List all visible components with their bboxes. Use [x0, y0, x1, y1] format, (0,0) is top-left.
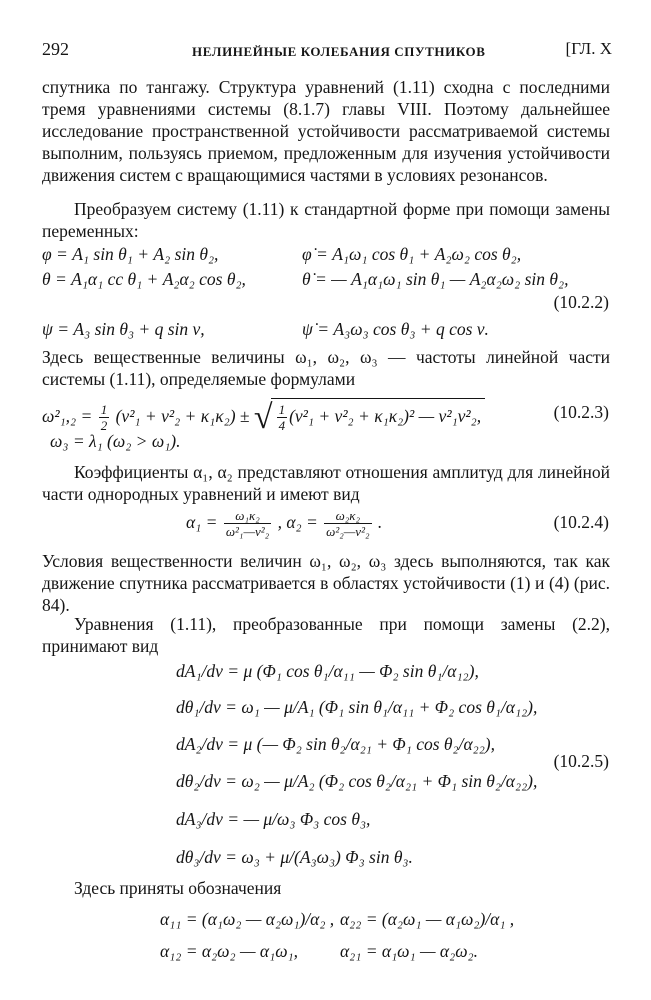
- paragraph-3: Здесь вещественные величины ω₁, ω₂, ω₃ — частоты линейной части системы (1.11), определяемые формулами: [42, 347, 610, 389]
- paragraph-5: Условия вещественности величин ω₁, ω₂, ω₃ здесь выполняются, так как движение спутника рассматривается в областях устойчивости (1) и (4) (рис. 84).: [42, 551, 610, 615]
- paragraph-6: Уравнения (1.11), преобразованные при помощи замены (2.2), принимают вид: [42, 614, 610, 656]
- eq-system-5: dA₃/dν = — μ/ω₃ Φ₃ cos θ₃,: [176, 809, 371, 829]
- paragraph-4: Коэффициенты α₁, α₂ представляют отношения амплитуд для линейной части однородных уравнений и имеют вид: [42, 462, 610, 504]
- eq-number-10-2-3: (10.2.3): [553, 402, 609, 422]
- fraction-quarter: $\frac{1}{4}$: [278, 402, 286, 434]
- eq-alpha11: α₁₁ = (α₁ω₂ — α₂ω₁)/α₂ ,: [160, 909, 335, 929]
- alpha1-lhs: α₁ =: [186, 512, 218, 532]
- alpha1-fraction: $\frac{\text{ω₁κ₂}}{\text{ω²₁—ν²₂}}$: [225, 508, 270, 540]
- eq-theta: θ = A₁α₁ cc θ₁ + A₂α₂ cos θ₂,: [42, 269, 246, 289]
- eq-psi-dot: ψ̇ = A₃ω₃ cos θ₃ + q cos ν.: [302, 319, 489, 339]
- eq-number-10-2-5: (10.2.5): [553, 751, 609, 771]
- alpha2-fraction: $\frac{\text{ω₂κ₂}}{\text{ω²₂—ν²₂}}$: [326, 508, 370, 540]
- eq-phi-dot: φ̇ = A₁ω₁ cos θ₁ + A₂ω₂ cos θ₂,: [302, 244, 522, 264]
- sqrt-sign-icon: √: [253, 398, 273, 436]
- eq-alpha22: α₂₂ = (α₂ω₁ — α₁ω₂)/α₁ ,: [340, 909, 515, 929]
- eq-system-6: dθ₃/dν = ω₃ + μ/(A₃ω₃) Φ₃ sin θ₃.: [176, 847, 413, 867]
- paragraph-7: Здесь приняты обозначения: [74, 878, 282, 898]
- eq-alpha12: α₁₂ = α₂ω₂ — α₁ω₁,: [160, 941, 299, 961]
- alpha2-lhs: , α₂ =: [277, 512, 318, 532]
- eq-number-10-2-4: (10.2.4): [553, 512, 609, 532]
- eq-omega-formula: [42, 398, 485, 436]
- eq-psi: ψ = A₃ sin θ₃ + q sin ν,: [42, 319, 205, 339]
- fraction-half: $\frac{1}{2}$: [100, 402, 108, 434]
- omega-lhs: ω²₁,₂ =: [42, 406, 93, 426]
- eq-number-10-2-2: (10.2.2): [553, 292, 609, 312]
- eq-system-2: dθ₁/dν = ω₁ — μ/A₁ (Φ₁ sin θ₁/α₁₁ + Φ₂ cos θ₁/α₁₂),: [176, 697, 538, 717]
- paragraph-2: Преобразуем систему (1.11) к стандартной форме при помощи замены переменных:: [42, 199, 610, 241]
- page-header: [42, 38, 612, 62]
- eq-omega3: ω₃ = λ₁ (ω₂ > ω₁).: [50, 431, 181, 451]
- paragraph-1: спутника по тангажу. Структура уравнений (1.11) сходна с последними тремя уравнениями системы (8.1.7) главы VIII. Поэтому дальнейшее исследование пространственной устойчивости рассматриваемой системы выполним, пользуясь приемом, предложенным для изучения устойчивости движения систем с вращающимися частями в условиях резонансов.: [42, 77, 610, 185]
- eq-alpha21: α₂₁ = α₁ω₁ — α₂ω₂.: [340, 941, 479, 961]
- running-title: НЕЛИНЕЙНЫЕ КОЛЕБАНИЯ СПУТНИКОВ: [192, 44, 486, 59]
- omega-radicand: (ν²₁ + ν²₂ + κ₁κ₂)² — ν²₁ν²₂,: [289, 406, 482, 426]
- sqrt-body: [271, 398, 486, 433]
- eq-theta-dot: θ̇ = — A₁α₁ω₁ sin θ₁ — A₂α₂ω₂ sin θ₂,: [302, 269, 569, 289]
- eq-system-1: dA₁/dν = μ (Φ₁ cos θ₁/α₁₁ — Φ₂ sin θ₁/α₁₂),: [176, 661, 479, 681]
- alpha-end: .: [377, 512, 383, 532]
- eq-alpha: [186, 505, 382, 539]
- omega-middle: (ν²₁ + ν²₂ + κ₁κ₂) ±: [115, 406, 250, 426]
- chapter-marker: [ГЛ. X: [565, 39, 612, 58]
- eq-system-4: dθ₂/dν = ω₂ — μ/A₂ (Φ₂ cos θ₂/α₂₁ + Φ₁ sin θ₂/α₂₂),: [176, 771, 538, 791]
- page-number: 292: [42, 39, 69, 59]
- eq-phi: φ = A₁ sin θ₁ + A₂ sin θ₂,: [42, 244, 219, 264]
- eq-system-3: dA₂/dν = μ (— Φ₂ sin θ₂/α₂₁ + Φ₁ cos θ₂/α₂₂),: [176, 734, 495, 754]
